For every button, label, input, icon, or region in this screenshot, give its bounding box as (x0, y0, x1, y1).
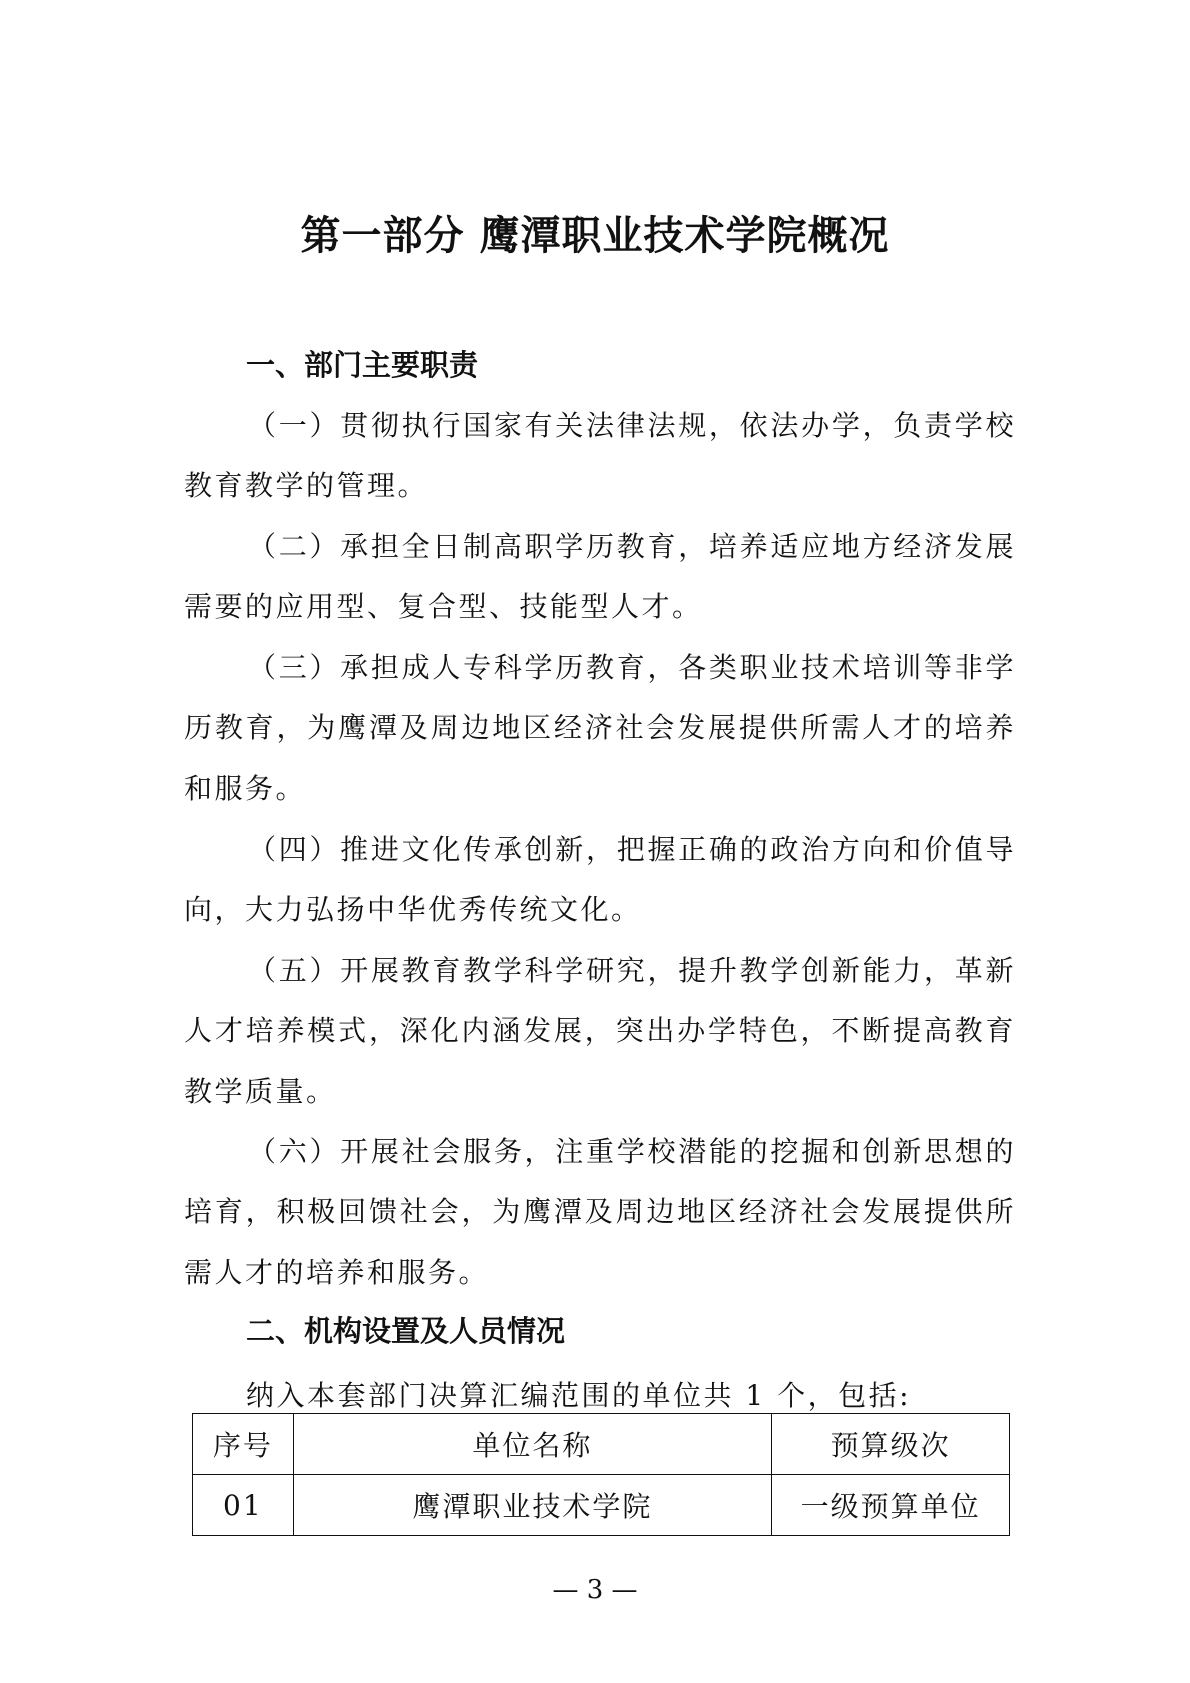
units-table (192, 1413, 1010, 1536)
table-header-cell: 序号 (193, 1414, 294, 1475)
duty-paragraph-3: （三）承担成人专科学历教育，各类职业技术培训等非学历教育，为鹰潭及周边地区经济社会发展提供所需人才的培养和服务。 (184, 651, 1016, 805)
page-number: — 3 — (552, 1575, 638, 1605)
section-heading-duties: 一、部门主要职责 (246, 348, 479, 382)
table-cell: 鹰潭职业技术学院 (293, 1475, 771, 1536)
table-row (193, 1475, 1010, 1536)
duty-paragraph-5: （五）开展教育教学科学研究，提升教学创新能力，革新人才培养模式，深化内涵发展，突出办学特色，不断提高教育教学质量。 (184, 954, 1016, 1108)
units-intro-text: 纳入本套部门决算汇编范围的单位共 1 个，包括: (246, 1379, 912, 1412)
table-header-cell: 单位名称 (293, 1414, 771, 1475)
document-title: 第一部分 鹰潭职业技术学院概况 (300, 212, 890, 259)
table-cell: 01 (193, 1475, 294, 1536)
duty-paragraph-4: （四）推进文化传承创新，把握正确的政治方向和价值导向，大力弘扬中华优秀传统文化。 (184, 833, 1016, 927)
table-cell: 一级预算单位 (772, 1475, 1010, 1536)
duty-paragraph-6: （六）开展社会服务，注重学校潜能的挖掘和创新思想的培育，积极回馈社会，为鹰潭及周边地区经济社会发展提供所需人才的培养和服务。 (184, 1135, 1016, 1289)
section-heading-organization: 二、机构设置及人员情况 (246, 1314, 566, 1348)
duty-paragraph-1: （一）贯彻执行国家有关法律法规，依法办学，负责学校教育教学的管理。 (184, 409, 1016, 503)
table-header-cell: 预算级次 (772, 1414, 1010, 1475)
table-header-row (193, 1414, 1010, 1475)
duty-paragraph-2: （二）承担全日制高职学历教育，培养适应地方经济发展需要的应用型、复合型、技能型人才。 (184, 530, 1016, 624)
